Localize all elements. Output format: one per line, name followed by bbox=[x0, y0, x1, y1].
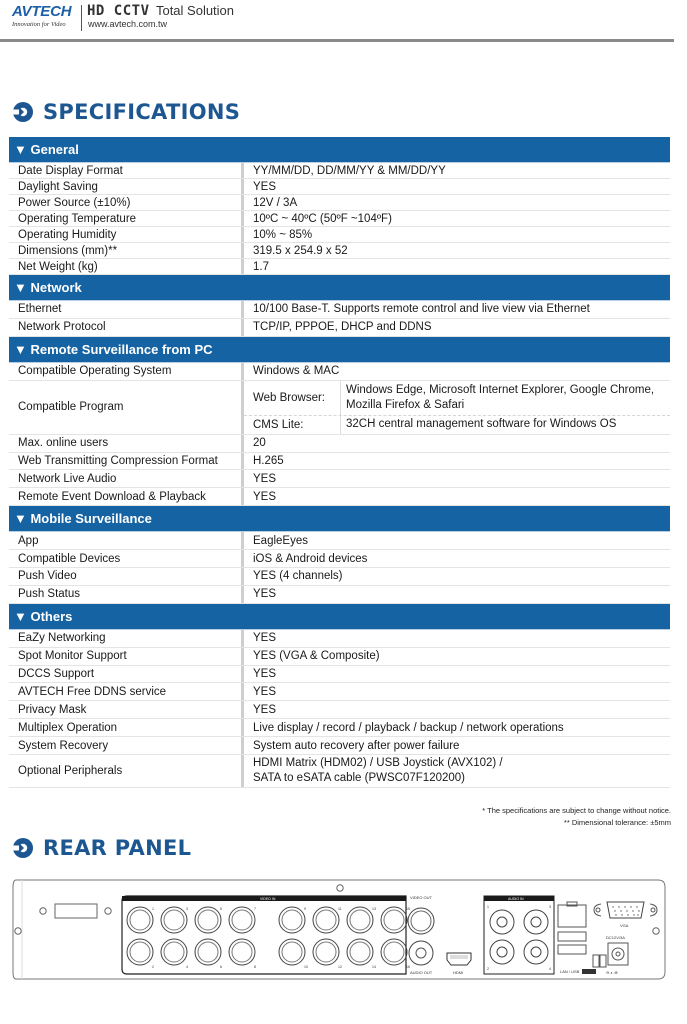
arrow-circle-icon bbox=[12, 837, 34, 859]
video-out-label: VIDEO OUT bbox=[410, 895, 433, 900]
port-number: 14 bbox=[372, 965, 376, 969]
spec-label: Date Display Format bbox=[9, 163, 244, 178]
port-number: 13 bbox=[372, 907, 376, 911]
spec-row bbox=[9, 532, 670, 550]
spec-subtable bbox=[244, 381, 670, 434]
dc-label: DC12V/3A bbox=[606, 935, 625, 940]
group-header: ▼ General bbox=[9, 137, 670, 163]
spec-table bbox=[9, 137, 670, 788]
brand-name: AVTECH bbox=[12, 3, 72, 20]
spec-subvalue: Windows Edge, Microsoft Internet Explorer, Google Chrome, Mozilla Firefox & Safari bbox=[346, 383, 655, 411]
rear-panel-heading bbox=[12, 834, 191, 862]
spec-label: Network Protocol bbox=[9, 319, 244, 336]
port-number: 12 bbox=[338, 965, 342, 969]
spec-row bbox=[9, 211, 670, 227]
spec-label: AVTECH Free DDNS service bbox=[9, 683, 244, 700]
header-title bbox=[87, 2, 234, 20]
spec-value: iOS & Android devices bbox=[253, 552, 368, 565]
spec-label: Operating Humidity bbox=[9, 227, 244, 242]
port-number: 11 bbox=[338, 907, 342, 911]
spec-value: YES (4 channels) bbox=[253, 570, 343, 583]
spec-row bbox=[9, 719, 670, 737]
spec-value: 319.5 x 254.9 x 52 bbox=[253, 244, 348, 257]
spec-row bbox=[9, 179, 670, 195]
spec-value: System auto recovery after power failure bbox=[253, 739, 460, 752]
spec-label: Operating Temperature bbox=[9, 211, 244, 226]
port-number: 4 bbox=[186, 965, 188, 969]
spec-label: Remote Event Download & Playback bbox=[9, 488, 244, 505]
spec-sublabel: Web Browser: bbox=[244, 381, 341, 415]
video-in-block bbox=[122, 896, 410, 974]
spec-value: 10ºC ~ 40ºC (50ºF ~104ºF) bbox=[253, 212, 392, 225]
spec-row bbox=[9, 243, 670, 259]
audio-in-label: AUDIO IN bbox=[508, 897, 524, 901]
spec-value: EagleEyes bbox=[253, 534, 308, 547]
spec-value: YES bbox=[253, 703, 277, 716]
port-number: 2 bbox=[152, 965, 154, 969]
specifications-title: SPECIFICATIONS bbox=[43, 100, 241, 124]
spec-row bbox=[9, 381, 670, 435]
brand-tagline: Innovation for Video bbox=[12, 21, 66, 28]
port-number: 1 bbox=[487, 905, 489, 909]
spec-value: 1.7 bbox=[253, 260, 269, 273]
group-header: ▼ Remote Surveillance from PC bbox=[9, 337, 670, 363]
spec-label: Net Weight (kg) bbox=[9, 259, 244, 274]
arrow-circle-icon bbox=[12, 101, 34, 123]
avtech-logo bbox=[12, 4, 80, 29]
header-title-hd: HD CCTV bbox=[87, 3, 150, 19]
spec-label: Daylight Saving bbox=[9, 179, 244, 194]
spec-label: Network Live Audio bbox=[9, 470, 244, 487]
spec-label: Optional Peripherals bbox=[9, 755, 244, 787]
spec-value bbox=[244, 755, 670, 787]
spec-value: YES bbox=[253, 180, 277, 193]
spec-value: Windows & MAC bbox=[253, 365, 340, 378]
spec-row bbox=[9, 488, 670, 506]
spec-row bbox=[9, 666, 670, 684]
spec-label: Power Source (±10%) bbox=[9, 195, 244, 210]
spec-sublabel: CMS Lite: bbox=[244, 416, 341, 434]
spec-label: Spot Monitor Support bbox=[9, 648, 244, 665]
spec-value: 20 bbox=[253, 437, 266, 450]
spec-row bbox=[9, 319, 670, 337]
spec-value: YES bbox=[253, 632, 277, 645]
spec-subrow bbox=[244, 381, 670, 416]
port-number: 10 bbox=[304, 965, 308, 969]
alarm-terminal bbox=[582, 969, 596, 974]
spec-row bbox=[9, 701, 670, 719]
spec-label: Multiplex Operation bbox=[9, 719, 244, 736]
spec-row bbox=[9, 435, 670, 453]
spec-value: 12V / 3A bbox=[253, 196, 298, 209]
spec-value: YES bbox=[253, 685, 277, 698]
header-rule bbox=[0, 39, 674, 42]
page-header bbox=[0, 0, 687, 44]
spec-row bbox=[9, 568, 670, 586]
spec-value-line: SATA to eSATA cable (PWSC07F120200) bbox=[253, 772, 465, 785]
spec-value: H.265 bbox=[253, 455, 284, 467]
header-title-rest: Total Solution bbox=[155, 3, 235, 18]
header-url[interactable]: www.avtech.com.tw bbox=[88, 19, 168, 29]
hdmi-label: HDMI bbox=[453, 970, 464, 975]
footnote: * The specifications are subject to change without notice. bbox=[482, 806, 671, 815]
label-plate bbox=[55, 904, 97, 918]
polarity-symbol: ⊖-◐-⊕ bbox=[606, 970, 618, 975]
port-number: 15 bbox=[406, 907, 410, 911]
port-number: 4 bbox=[549, 967, 551, 971]
spec-value: 10/100 Base-T. Supports remote control and live view via Ethernet bbox=[253, 303, 590, 316]
spec-row bbox=[9, 755, 670, 788]
spec-row bbox=[9, 363, 670, 381]
spec-value: YES bbox=[253, 668, 277, 681]
spec-row bbox=[9, 737, 670, 755]
spec-value: Live display / record / playback / backup / network operations bbox=[253, 721, 564, 734]
spec-label: Dimensions (mm)** bbox=[9, 243, 244, 258]
spec-label: Compatible Program bbox=[9, 381, 244, 434]
port-number: 6 bbox=[220, 965, 222, 969]
spec-label: Privacy Mask bbox=[9, 701, 244, 718]
rear-panel-title: REAR PANEL bbox=[43, 836, 192, 860]
port-number: 16 bbox=[406, 965, 410, 969]
spec-value: YES bbox=[253, 472, 277, 485]
spec-row bbox=[9, 259, 670, 275]
spec-value: 10% ~ 85% bbox=[253, 228, 313, 241]
spec-row bbox=[9, 163, 670, 179]
spec-label: Ethernet bbox=[9, 301, 244, 318]
spec-value: YES (VGA & Composite) bbox=[253, 650, 380, 663]
spec-row bbox=[9, 683, 670, 701]
spec-value: TCP/IP, PPPOE, DHCP and DDNS bbox=[253, 321, 432, 334]
group-header: ▼ Network bbox=[9, 275, 670, 301]
port-number: 9 bbox=[304, 907, 306, 911]
group-header: ▼ Others bbox=[9, 604, 670, 630]
port-number: 3 bbox=[186, 907, 188, 911]
spec-row bbox=[9, 195, 670, 211]
spec-label: Compatible Operating System bbox=[9, 363, 244, 380]
spec-value-line: HDMI Matrix (HDM02) / USB Joystick (AVX102) / bbox=[253, 757, 503, 770]
spec-label: Push Status bbox=[9, 586, 244, 603]
port-number: 3 bbox=[549, 905, 551, 909]
spec-row bbox=[9, 586, 670, 604]
spec-label: EaZy Networking bbox=[9, 630, 244, 647]
spec-label: Web Transmitting Compression Format bbox=[9, 453, 244, 470]
video-in-label: VIDEO IN bbox=[260, 897, 276, 901]
spec-label: Compatible Devices bbox=[9, 550, 244, 567]
spec-label: DCCS Support bbox=[9, 666, 244, 683]
spec-label: Max. online users bbox=[9, 435, 244, 452]
vga-label: VGA bbox=[620, 923, 629, 928]
footnotes bbox=[482, 805, 671, 829]
port-number: 7 bbox=[254, 907, 256, 911]
port-number: 1 bbox=[152, 907, 154, 911]
port-number: 8 bbox=[254, 965, 256, 969]
spec-row bbox=[9, 301, 670, 319]
spec-value: YES bbox=[253, 490, 277, 503]
spec-row bbox=[9, 453, 670, 471]
spec-subvalue: 32CH central management software for Windows OS bbox=[346, 418, 617, 431]
rear-panel-diagram bbox=[10, 877, 668, 982]
spec-subrow bbox=[244, 416, 670, 434]
header-separator bbox=[81, 5, 82, 31]
specifications-heading bbox=[12, 98, 240, 126]
spec-row bbox=[9, 630, 670, 648]
port-number: 5 bbox=[220, 907, 222, 911]
spec-label: App bbox=[9, 532, 244, 549]
group-header: ▼ Mobile Surveillance bbox=[9, 506, 670, 532]
spec-label: Push Video bbox=[9, 568, 244, 585]
footnote: ** Dimensional tolerance: ±5mm bbox=[563, 818, 671, 827]
lan-usb-label: LAN / USB bbox=[560, 969, 580, 974]
spec-value: YES bbox=[253, 588, 277, 601]
audio-out-label: AUDIO OUT bbox=[410, 970, 433, 975]
spec-label: System Recovery bbox=[9, 737, 244, 754]
spec-row bbox=[9, 470, 670, 488]
spec-row bbox=[9, 648, 670, 666]
spec-row bbox=[9, 227, 670, 243]
spec-value: YY/MM/DD, DD/MM/YY & MM/DD/YY bbox=[253, 164, 446, 177]
spec-row bbox=[9, 550, 670, 568]
port-number: 2 bbox=[487, 967, 489, 971]
